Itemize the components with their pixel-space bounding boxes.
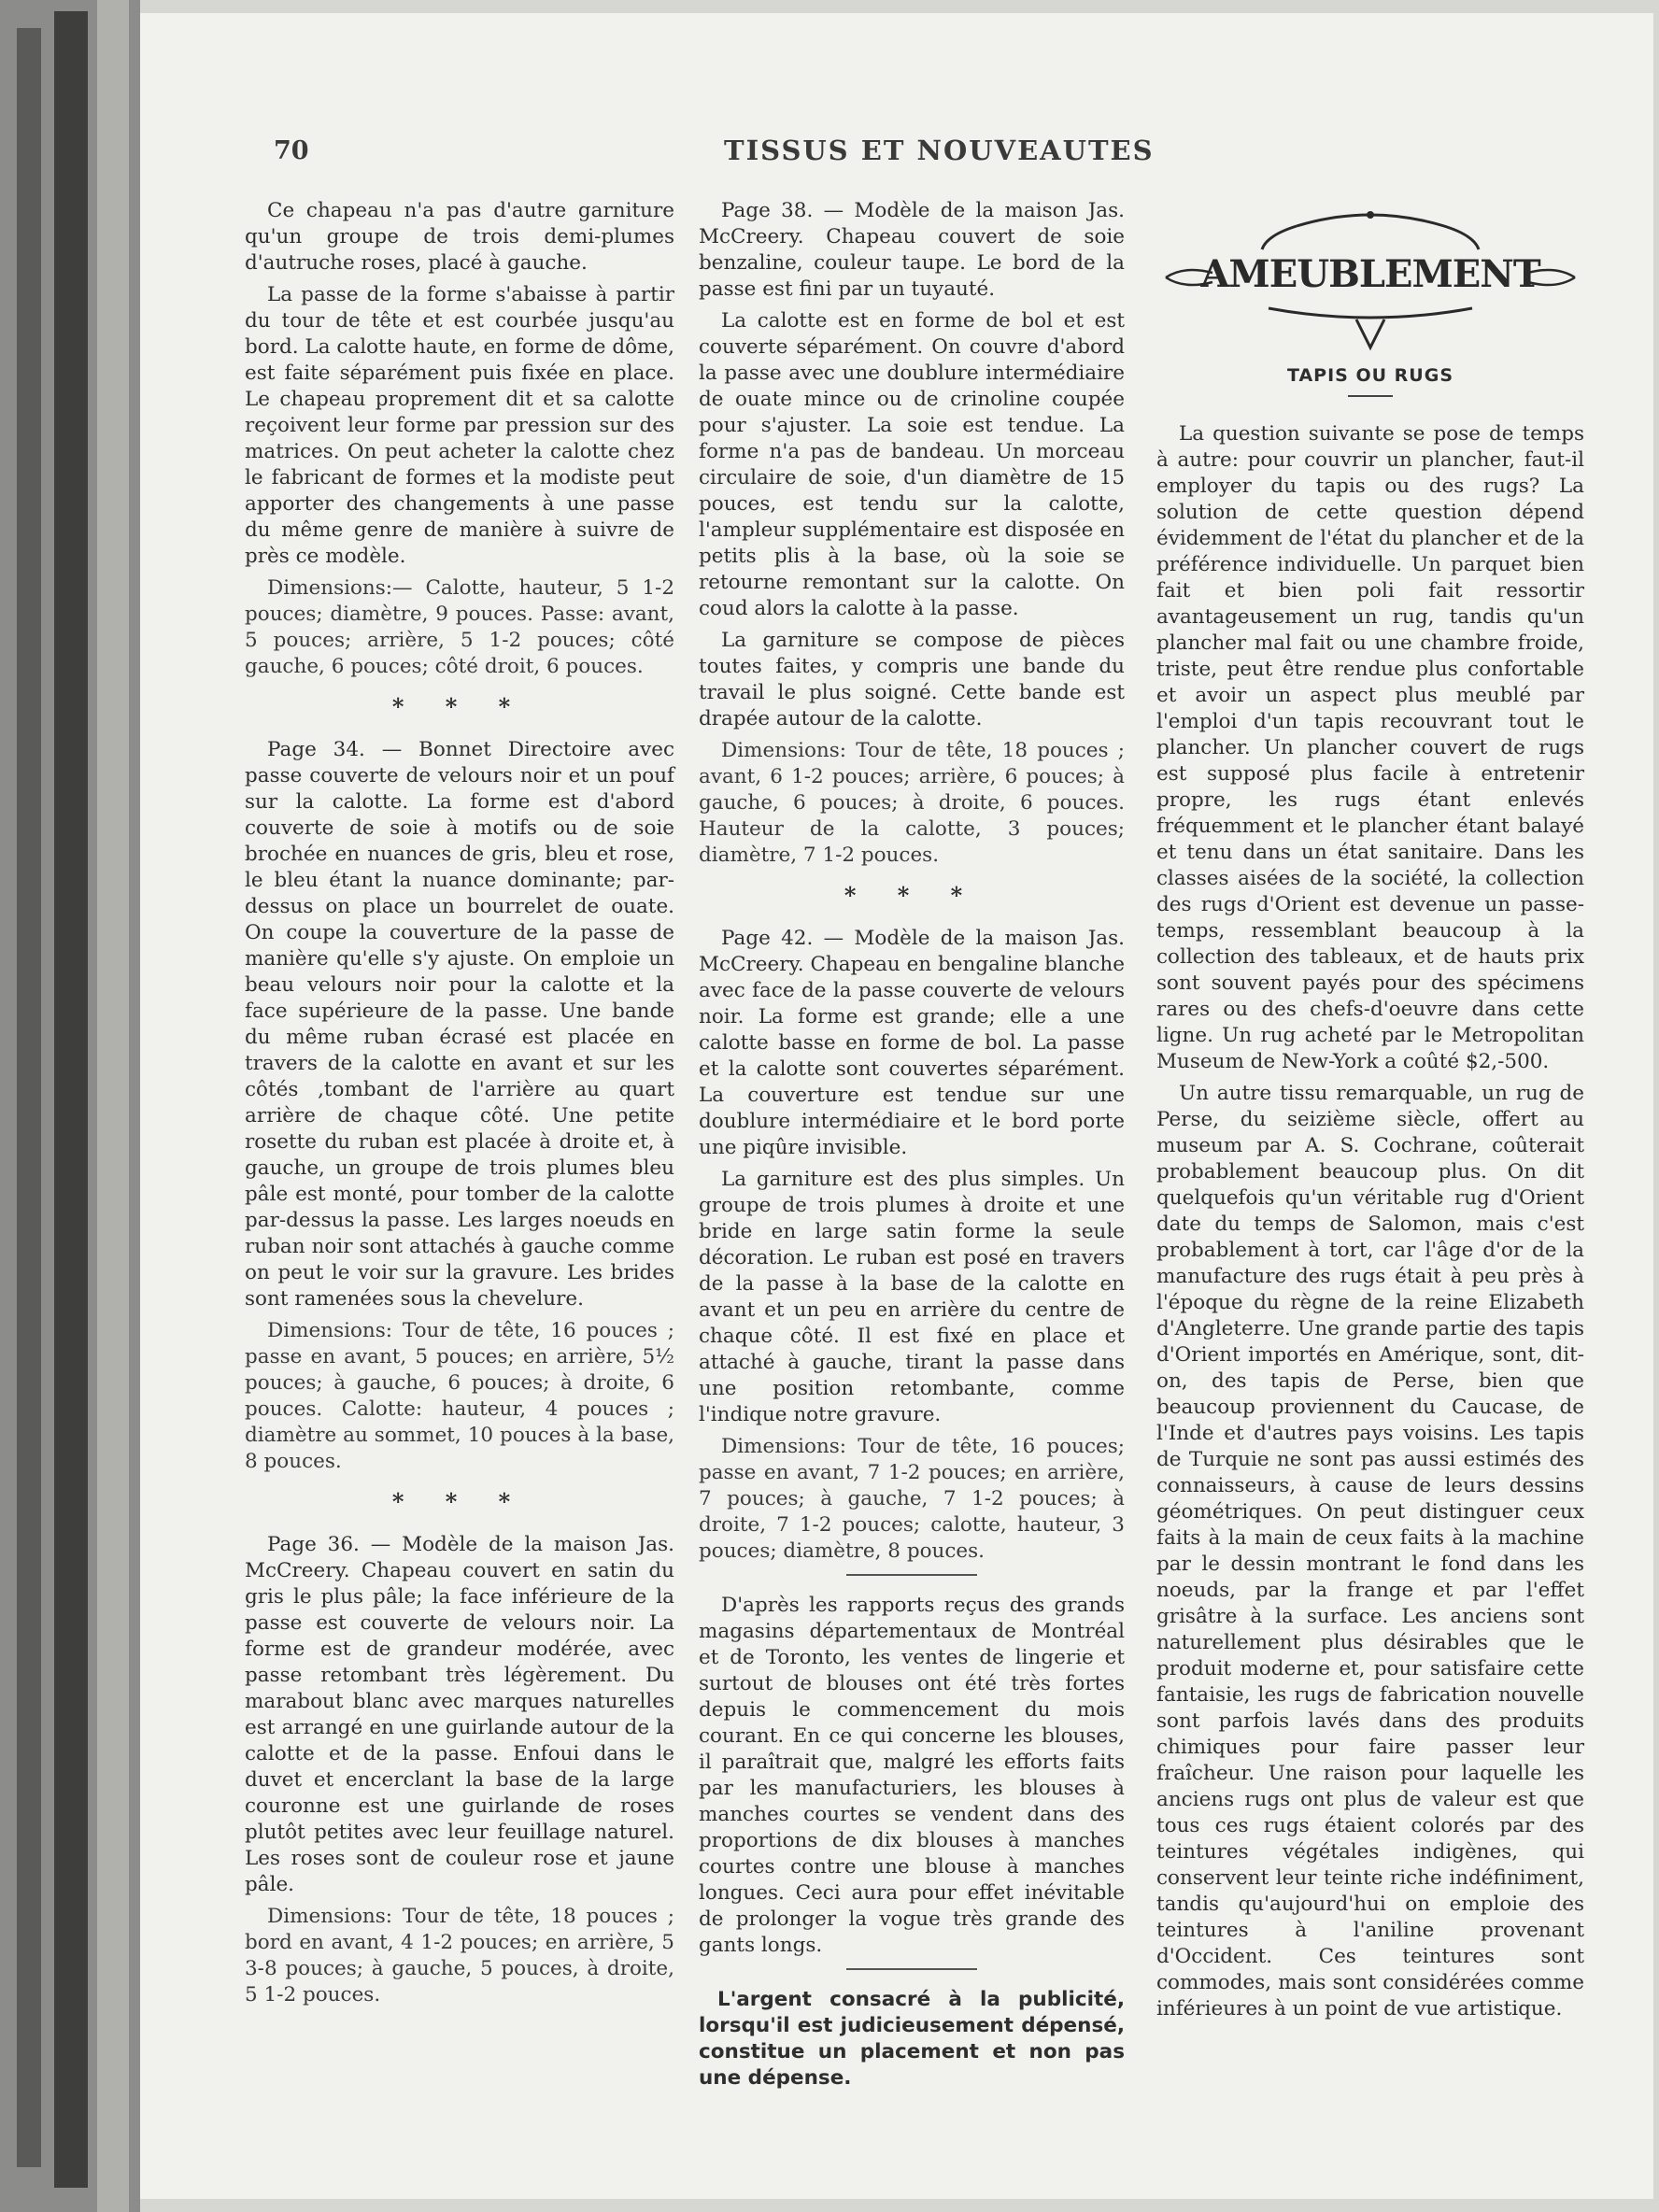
paragraph: La passe de la forme s'abaisse à partir du tour de tête et est courbée jusqu'au bord. La calotte haute, en forme de dôme, est faite séparément puis fixée en place. Le chapeau proprement dit et sa calotte reçoivent leur forme par pression sur des matrices. On peut acheter la calotte chez le fabricant de formes et la modiste peut apporter des changements à une passe du même genre de manière à suivre de près ce modèle.: [245, 283, 674, 568]
paragraph: Un autre tissu remarquable, un rug de Perse, du seizième siècle, offert au museum par A. S. Cochrane, coûterait probablement beaucoup plus. On dit quelquefois qu'un véritable rug d'Orient date du temps de Salomon, mais c'est probablement à tort, car l'âge d'or de la manufacture des rugs était à peu près à l'époque du règne de la reine Elizabeth d'Angleterre. Une grande partie des tapis d'Orient importés en Amérique, sont, dit-on, des tapis de Perse, bien que beaucoup proviennent du Caucase, de l'Inde et d'autres pays voisins. Les tapis de Turquie ne sont pas aussi estimés des connaisseurs, à cause de leurs dessins géométriques. On peut distinguer ceux faits à la main de ceux faits à la machine par le dessin montrant le fond dans les noeuds, par la frange et par l'effet grisâtre à la surface. Les anciens sont naturellement plus désirables que le produit moderne et, pour satisfaire cette fantaisie, les rugs de fabrication nouvelle sont parfois lavés dans des produits chimiques pour faire passer leur fraîcheur. Une raison pour laquelle les anciens rugs ont plus de valeur est que tous ces rugs étaient colorés par des teintures végétales indigènes, qui conservent leur teinte riche indéfiniment, tandis qu'aujourd'hui on emploie des teintures à l'aniline provenant d'Occident. Ces teintures sont commodes, mais sont considérées comme inférieures à un point de vue artistique.: [1156, 1082, 1584, 2021]
horizontal-rule: [846, 1968, 977, 1970]
banner-title: AMEUBLEMENT: [1200, 252, 1540, 296]
horizontal-rule: [846, 1574, 977, 1576]
column-middle: [699, 198, 1125, 2097]
column-left: [245, 198, 674, 2014]
dimensions-paragraph: Dimensions: Tour de tête, 16 pouces ; passe en avant, 5 pouces; en arrière, 5½ pouces; à gauche, 6 pouces; à droite, 6 pouces. Calotte: hauteur, 4 pouces ; diamètre au sommet, 10 pouces à la base, 8 pouces.: [245, 1319, 674, 1473]
paragraph: La question suivante se pose de temps à autre: pour couvrir un plancher, faut-il employer du tapis ou des rugs? La solution de cette question dépend évidemment de l'état du plancher et de la préférence individuelle. Un parquet bien fait et bien poli fait ressortir avantageusement un rug, tandis qu'un plancher mal fait ou une chambre froide, triste, peut être rendue plus confortable et avoir un aspect plus meublé par l'emploi d'un tapis recouvrant tout le plancher. Un plancher couvert de rugs est supposé plus facile à entretenir propre, les rugs étant enlevés fréquemment et le plancher étant balayé et tenu dans un état sanitaire. Dans les classes aisées de la société, la collection des rugs d'Orient est devenue un passe-temps, ressemblant beaucoup à la collection des tableaux, et de hauts prix sont souvent payés pour des spécimens rares ou des chefs-d'oeuvre dans cette ligne. Un rug acheté par le Metropolitan Museum de New-York a coûté $2,-500.: [1156, 422, 1584, 1073]
binding-spine: [54, 11, 88, 2188]
heading-rule: [1348, 395, 1393, 397]
paragraph: Page 42. — Modèle de la maison Jas. McCreery. Chapeau en bengaline blanche avec face de la passe couverte de velours noir. La forme est grande; elle a une calotte basse en forme de bol. La passe et la calotte sont couvertes séparément. La couverture est tendue sur une doublure intermédiaire et le bord porte une piqûre invisible.: [699, 927, 1125, 1159]
dimensions-paragraph: Dimensions:— Calotte, hauteur, 5 1-2 pouces; diamètre, 9 pouces. Passe: avant, 5 pouces; arrière, 5 1-2 pouces; côté gauche, 6 pouces; côté droit, 6 pouces.: [245, 576, 674, 678]
paragraph: D'après les rapports reçus des grands magasins départementaux de Montréal et de Toronto, les ventes de lingerie et surtout de blouses ont été très fortes depuis le commencement du mois courant. En ce qui concerne les blouses, il paraîtrait que, malgré les efforts faits par les manufacturiers, les blouses à manches courtes se vendent dans des proportions de dix blouses à manches courtes contre une blouse à manches longues. Ceci aura pour effet inévitable de prolonger la vogue très grande des gants longs.: [699, 1594, 1125, 1957]
binding-gutter: [97, 0, 129, 2212]
paragraph: Page 38. — Modèle de la maison Jas. McCreery. Chapeau couvert de soie benzaline, couleur taupe. Le bord de la passe est fini par un tuyauté.: [699, 199, 1125, 301]
paragraph: La garniture se compose de pièces toutes faites, y compris une bande du travail le plus soigné. Cette bande est drapée autour de la calotte.: [699, 629, 1125, 730]
section-separator: * * *: [391, 693, 528, 720]
dimensions-paragraph: Dimensions: Tour de tête, 18 pouces ; bord en avant, 4 1-2 pouces; en arrière, 5 3-8 pouces; à gauche, 5 pouces, à droite, 5 1-2 pouces.: [245, 1905, 674, 2006]
document-page: [140, 13, 1653, 2199]
paragraph: La calotte est en forme de bol et est couverte séparément. On couvre d'abord la passe avec une doublure intermédiaire de ouate mince ou de crinoline coupée pour s'ajuster. La soie est tendue. La forme n'a pas de bandeau. Un morceau circulaire de soie, d'un diamètre de 15 pouces, est tendu sur la calotte, l'ampleur supplémentaire est disposée en petits plis à la base, où la soie se retourne remontant sur la calotte. On coud alors la calotte à la passe.: [699, 309, 1125, 620]
advertising-notice: L'argent consacré à la publicité, lorsqu'il est judicieusement dépensé, constitue un placement et non pas une dépense.: [699, 1988, 1125, 2090]
book-binding: [0, 0, 140, 2212]
journal-title: TISSUS ET NOUVEAUTES: [724, 135, 1155, 166]
dimensions-paragraph: Dimensions: Tour de tête, 16 pouces; passe en avant, 7 1-2 pouces; en arrière, 7 pouces; à gauche, 7 1-2 pouces; à droite, 7 1-2 pouces; calotte, hauteur, 3 pouces; diamètre, 8 pouces.: [699, 1435, 1125, 1563]
section-heading: TAPIS OU RUGS: [1286, 365, 1454, 386]
running-header: [140, 123, 1653, 179]
paragraph: Page 36. — Modèle de la maison Jas. McCreery. Chapeau couvert en satin du gris le plus pâle; la face inférieure de la passe est couverte de velours noir. La forme est de grandeur modérée, avec passe retombant très légèrement. Du marabout blanc avec marques naturelles est arrangé en une guirlande autour de la calotte et de la passe. Enfoui dans le duvet et encerclant la base de la large couronne est une guirlande de roses plutôt petites avec leur feuillage naturel. Les roses sont de couleur rose et jaune pâle.: [245, 1533, 674, 1896]
page-number: 70: [274, 136, 309, 165]
dimensions-paragraph: Dimensions: Tour de tête, 18 pouces ; avant, 6 1-2 pouces; arrière, 6 pouces; à gauche, 6 pouces; à droite, 6 pouces. Hauteur de la calotte, 3 pouces; diamètre, 7 1-2 pouces.: [699, 739, 1125, 867]
paragraph: La garniture est des plus simples. Un groupe de trois plumes à droite et une bride en large satin forme la seule décoration. Le ruban est posé en travers de la passe à la base de la calotte en avant et un peu en arrière du centre de chaque côté. Il est fixé en place et attaché à gauche, tirant la passe dans une position retombante, comme l'indique notre gravure.: [699, 1168, 1125, 1426]
column-right: [1156, 198, 1584, 2028]
section-banner: [1156, 207, 1584, 352]
paragraph: Ce chapeau n'a pas d'autre garniture qu'un groupe de trois demi-plumes d'autruche roses, placé à gauche.: [245, 199, 674, 275]
section-separator: * * *: [391, 1488, 528, 1515]
paragraph: Page 34. — Bonnet Directoire avec passe couverte de velours noir et un pouf sur la calotte. La forme est d'abord couverte de soie à motifs ou de soie brochée en nuances de gris, bleu et rose, le bleu étant la nuance dominante; par-dessus on place un bourrelet de ouate. On coupe la couverture de la passe de manière qu'elle s'y ajuste. On emploie un beau velours noir pour la calotte et la face supérieure de la passe. Une bande du même ruban écrasé est placée en travers de la calotte en avant et sur les côtés ,tombant de l'arrière au quart arrière de chaque côté. Une petite rosette du ruban est placée à droite et, à gauche, un groupe de trois plumes bleu pâle est monté, pour tomber de la calotte par-dessus la passe. Les larges noeuds en ruban noir sont attachés à gauche comme on peut le voir sur la gravure. Les brides sont ramenées sous la chevelure.: [245, 738, 674, 1311]
section-separator: * * *: [844, 882, 980, 909]
binding-edge: [17, 28, 41, 2167]
